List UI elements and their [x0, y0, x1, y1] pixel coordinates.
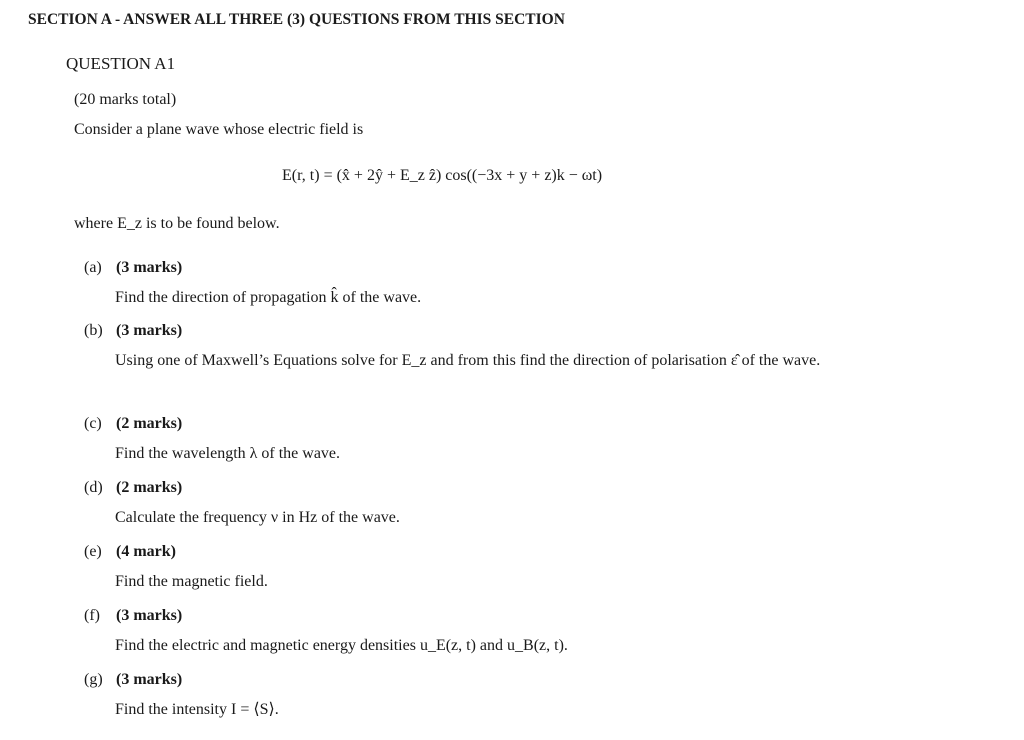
intro-text: Consider a plane wave whose electric field is: [74, 121, 364, 138]
part-marks: (4 mark): [116, 543, 176, 560]
part-e-header: [74, 543, 174, 561]
part-label: (b): [84, 322, 103, 339]
part-marks: (3 marks): [116, 607, 183, 624]
part-d-header: [74, 479, 183, 497]
part-marks: (3 marks): [116, 322, 183, 339]
part-f-text: Find the electric and magnetic energy densities u_E(z, t) and u_B(z, t).: [115, 637, 568, 654]
part-label: (d): [84, 479, 103, 496]
part-b-header: [74, 322, 183, 340]
part-a-text: Find the direction of propagation k̂ of the wave.: [115, 289, 422, 306]
part-a-header: [74, 259, 183, 277]
marks-total: (20 marks total): [74, 91, 177, 108]
part-c-header: [74, 415, 183, 433]
part-marks: (2 marks): [116, 479, 183, 496]
part-label: (c): [84, 415, 102, 432]
part-label: (a): [84, 259, 102, 276]
electric-field-equation: E(r, t) = (x̂ + 2ŷ + E_z ẑ) cos((−3x + y + z)k − ωt): [282, 167, 603, 184]
part-label: (e): [84, 543, 102, 560]
part-d-text: Calculate the frequency ν in Hz of the wave.: [115, 509, 400, 526]
part-label: (g): [84, 671, 103, 688]
part-e-text: Find the magnetic field.: [115, 573, 268, 590]
part-marks: (2 marks): [116, 415, 183, 432]
question-title: QUESTION A1: [66, 54, 176, 73]
part-g-text: Find the intensity I = ⟨S⟩.: [115, 701, 279, 718]
part-marks: (3 marks): [116, 259, 183, 276]
part-b-text: Using one of Maxwell’s Equations solve for E_z and from this find the direction of polarisation ε̂ of the wave.: [115, 352, 821, 369]
part-c-text: Find the wavelength λ of the wave.: [115, 445, 341, 462]
part-g-header: [74, 671, 183, 689]
part-marks: (3 marks): [116, 671, 183, 688]
part-label: (f): [84, 607, 100, 624]
where-text: where E_z is to be found below.: [74, 215, 280, 232]
section-heading: SECTION A - ANSWER ALL THREE (3) QUESTIONS FROM THIS SECTION: [28, 11, 565, 28]
part-f-header: [74, 607, 183, 625]
